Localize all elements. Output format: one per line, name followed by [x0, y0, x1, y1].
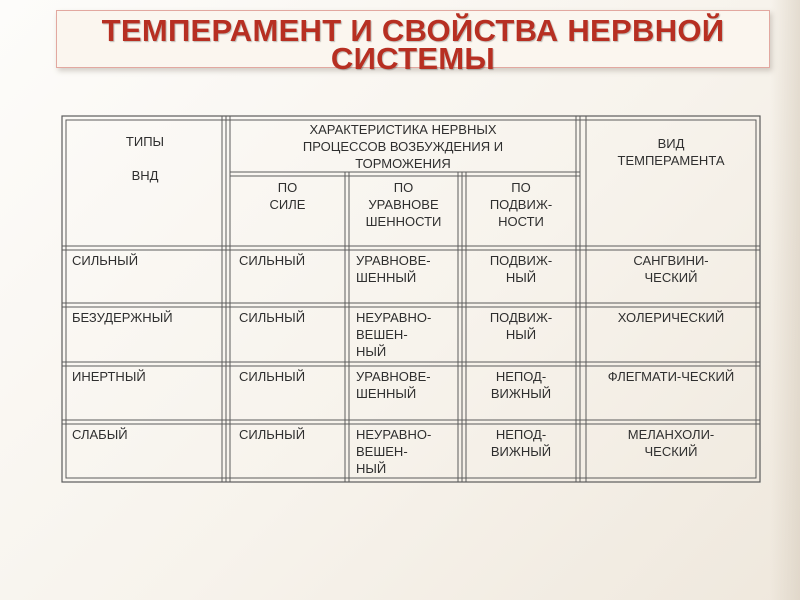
- balance-line: ШЕННЫЙ: [356, 270, 417, 285]
- table-row-balance: [356, 309, 456, 360]
- slide-title-line-2: СИСТЕМЫ: [330, 41, 496, 76]
- balance-line: НЕУРАВНО-: [356, 427, 432, 442]
- header-temperament: [590, 135, 752, 169]
- mobility-line: ПОДВИЖ-: [489, 253, 553, 268]
- header-types-line: ТИПЫ: [125, 134, 165, 149]
- balance-line: НЫЙ: [356, 461, 387, 476]
- mobility-line: НЫЙ: [505, 327, 537, 342]
- temperament-line: ФЛЕГМАТИ-ЧЕСКИЙ: [607, 369, 735, 384]
- header-temperament-line: ТЕМПЕРАМЕНТА: [617, 153, 725, 168]
- table-row-strength: СИЛЬНЫЙ: [239, 310, 306, 325]
- table-row-mobility: [468, 426, 574, 460]
- temperament-line: ХОЛЕРИЧЕСКИЙ: [617, 310, 725, 325]
- header-by-strength-line: СИЛЕ: [269, 197, 306, 212]
- table-row-type: ИНЕРТНЫЙ: [72, 369, 146, 384]
- table-row-mobility: [468, 368, 574, 402]
- balance-line: УРАВНОВЕ-: [356, 253, 431, 268]
- header-characteristic-line: ПРОЦЕССОВ ВОЗБУЖДЕНИЯ И: [302, 139, 504, 154]
- table-row-balance: [356, 252, 456, 286]
- table-row-strength: СИЛЬНЫЙ: [239, 369, 306, 384]
- table-row-type: СЛАБЫЙ: [72, 427, 128, 442]
- mobility-line: ВИЖНЫЙ: [490, 444, 552, 459]
- table-row-type: СИЛЬНЫЙ: [72, 253, 139, 268]
- balance-line: ВЕШЕН-: [356, 327, 408, 342]
- header-by-strength: [232, 179, 343, 213]
- table-row-temperament: [588, 309, 754, 326]
- table-row-strength: СИЛЬНЫЙ: [239, 253, 306, 268]
- header-by-mobility-line: ПО: [511, 180, 531, 195]
- temperament-line: ЧЕСКИЙ: [644, 444, 698, 459]
- table-row-balance: [356, 368, 456, 402]
- header-by-mobility: [468, 179, 574, 230]
- balance-line: УРАВНОВЕ-: [356, 369, 431, 384]
- header-characteristic-line: ТОРМОЖЕНИЯ: [355, 156, 451, 171]
- header-by-balance-line: ПО: [393, 180, 414, 195]
- mobility-line: НЕПОД-: [495, 427, 547, 442]
- header-by-balance-line: УРАВНОВЕ: [368, 197, 439, 212]
- mobility-line: ВИЖНЫЙ: [490, 386, 552, 401]
- balance-line: НЕУРАВНО-: [356, 310, 432, 325]
- header-by-strength-line: ПО: [277, 180, 298, 195]
- header-characteristic: [232, 121, 574, 172]
- header-by-mobility-line: ПОДВИЖ-: [489, 197, 553, 212]
- table-row-strength: СИЛЬНЫЙ: [239, 427, 306, 442]
- table-row-type: БЕЗУДЕРЖНЫЙ: [72, 310, 173, 325]
- header-by-mobility-line: НОСТИ: [498, 214, 544, 229]
- balance-line: НЫЙ: [356, 344, 387, 359]
- temperament-line: САНГВИНИ-: [633, 253, 709, 268]
- table-row-balance: [356, 426, 456, 477]
- table-row-temperament: [588, 252, 754, 286]
- slide-edge-shadow: [770, 0, 800, 600]
- title-box: [56, 10, 770, 76]
- balance-line: ШЕННЫЙ: [356, 386, 417, 401]
- header-types-line: ВНД: [131, 168, 159, 183]
- header-characteristic-line: ХАРАКТЕРИСТИКА НЕРВНЫХ: [309, 122, 497, 137]
- header-types: [70, 133, 220, 184]
- table-row-mobility: [468, 252, 574, 286]
- table-row-temperament: [588, 368, 754, 385]
- mobility-line: НЫЙ: [505, 270, 537, 285]
- table-row-temperament: [588, 426, 754, 460]
- table-row-mobility: [468, 309, 574, 343]
- header-temperament-line: ВИД: [657, 136, 685, 151]
- slide-title-line-1: ТЕМПЕРАМЕНТ И СВОЙСТВА НЕРВНОЙ: [101, 13, 725, 48]
- balance-line: ВЕШЕН-: [356, 444, 408, 459]
- header-by-balance-line: ШЕННОСТИ: [365, 214, 442, 229]
- mobility-line: НЕПОД-: [495, 369, 547, 384]
- mobility-line: ПОДВИЖ-: [489, 310, 553, 325]
- temperament-line: МЕЛАНХОЛИ-: [627, 427, 715, 442]
- temperament-line: ЧЕСКИЙ: [644, 270, 698, 285]
- header-by-balance: [351, 179, 456, 230]
